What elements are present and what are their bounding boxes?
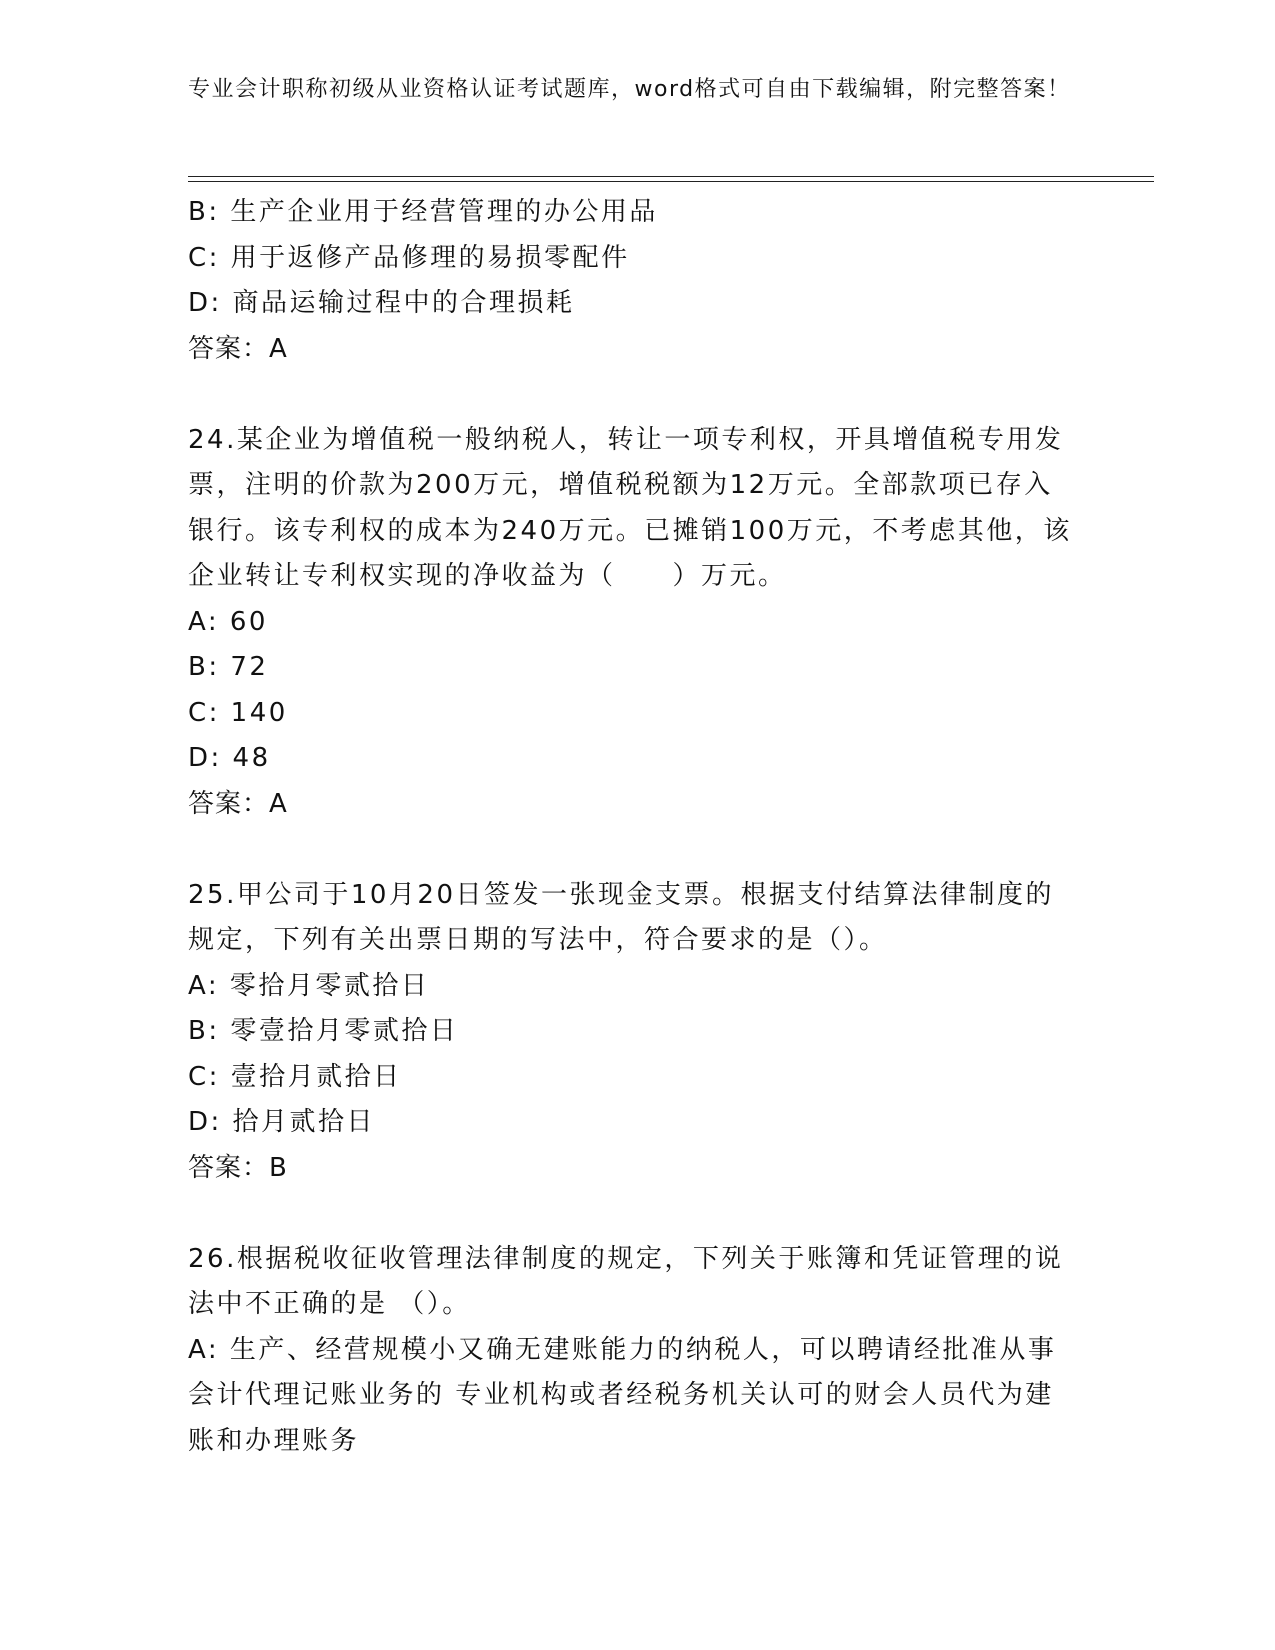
question-24-option-b: B: 72 xyxy=(188,652,269,682)
question-24-text: 24.某企业为增值税一般纳税人，转让一项专利权，开具增值税专用发票，注明的价款为200万元，增值税税额为12万元。全部款项已存入银行。该专利权的成本为240万元。已摊销100万元，不考虑其他，该企业转让专利权实现的净收益为（ ）万元。 xyxy=(188,424,1072,591)
spacer xyxy=(188,827,1078,873)
header-rule-bottom xyxy=(188,181,1154,182)
question-24-answer: 答案：A xyxy=(188,788,288,819)
question-26-text: 26.根据税收征收管理法律制度的规定，下列关于账簿和凭证管理的说法中不正确的是 （）。 xyxy=(188,1243,1064,1319)
question-25-answer: 答案：B xyxy=(188,1152,288,1183)
header-rule-top xyxy=(188,176,1154,177)
question-25-text: 25.甲公司于10月20日签发一张现金支票。根据支付结算法律制度的规定，下列有关出票日期的写法中，符合要求的是（）。 xyxy=(188,879,1055,955)
question-24-option-c: C: 140 xyxy=(188,697,288,728)
spacer xyxy=(188,372,1078,418)
question-25-option-b: B: 零壹拾月零贰拾日 xyxy=(188,1016,459,1046)
spacer xyxy=(188,1191,1078,1237)
question-26-option-a: A: 生产、经营规模小又确无建账能力的纳税人，可以聘请经批准从事会计代理记账业务的 专业机构或者经税务机关认可的财会人员代为建账和办理账务 xyxy=(188,1334,1057,1456)
option-b: B: 生产企业用于经营管理的办公用品 xyxy=(188,197,658,227)
answer-line: 答案：A xyxy=(188,333,288,364)
question-24-option-d: D: 48 xyxy=(188,743,271,773)
document-header: 专业会计职称初级从业资格认证考试题库，word格式可自由下载编辑，附完整答案！ xyxy=(188,77,1071,102)
document-body xyxy=(188,190,1078,1464)
question-25-option-d: D: 拾月贰拾日 xyxy=(188,1107,376,1137)
question-25-option-a: A: 零拾月零贰拾日 xyxy=(188,970,430,1001)
question-25-option-c: C: 壹拾月贰拾日 xyxy=(188,1061,402,1092)
option-d: D: 商品运输过程中的合理损耗 xyxy=(188,288,575,318)
question-24-option-a: A: 60 xyxy=(188,606,268,637)
option-c: C: 用于返修产品修理的易损零配件 xyxy=(188,242,630,273)
